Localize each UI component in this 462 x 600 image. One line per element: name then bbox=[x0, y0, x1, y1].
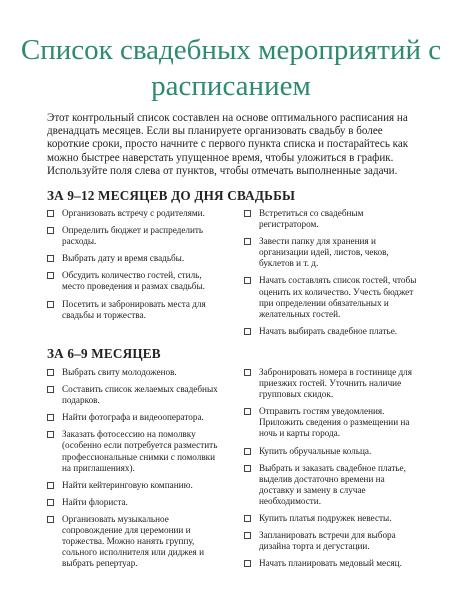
checkbox[interactable] bbox=[47, 301, 54, 308]
intro-paragraph: Этот контрольный список составлен на основе оптимального расписания на двенадцать месяцев. Если вы планируете организовать свадьбу в более короткие сроки, просто начните с первого пункта списка и постарайтесь как можно быстрее наверстать упущенное время, чтобы уложиться в график. Используйте поля слева от пунктов, чтобы отмечать выполненные задачи. bbox=[47, 112, 409, 177]
checklist-item-text: Выбрать и заказать свадебное платье, выделив достаточно времени на доставку и замену в случае необходимости. bbox=[259, 462, 406, 506]
checklist-item bbox=[47, 480, 222, 491]
checklist-item bbox=[244, 326, 419, 337]
checklist-item-text: Купить платья подружек невесты. bbox=[259, 513, 392, 524]
checkbox[interactable] bbox=[47, 431, 54, 438]
checklist-item bbox=[244, 558, 419, 569]
checkbox[interactable] bbox=[244, 560, 251, 567]
checklist-item-text: Найти фотографа и видеооператора. bbox=[62, 412, 204, 423]
checklist-item-text: Завести папку для хранения и организации идей, листов, чеков, буклетов и т. д. bbox=[259, 236, 389, 269]
checklist-item-text: Посетить и забронировать места для свадьбы и торжества. bbox=[62, 298, 206, 320]
checkbox[interactable] bbox=[47, 386, 54, 393]
checklist-item bbox=[47, 412, 222, 423]
checkbox[interactable] bbox=[244, 328, 251, 335]
checkbox[interactable] bbox=[47, 369, 54, 376]
checklist-item bbox=[244, 530, 419, 552]
section-1-left-column bbox=[47, 208, 222, 321]
checkbox[interactable] bbox=[47, 227, 54, 234]
checkbox[interactable] bbox=[47, 272, 54, 279]
checkbox[interactable] bbox=[244, 465, 251, 472]
checkbox[interactable] bbox=[47, 516, 54, 523]
checklist-item bbox=[244, 367, 419, 400]
checkbox[interactable] bbox=[244, 238, 251, 245]
checkbox[interactable] bbox=[244, 448, 251, 455]
checkbox[interactable] bbox=[244, 369, 251, 376]
checklist-item-text: Встретиться со свадебным регистратором. bbox=[259, 208, 364, 230]
checklist-item bbox=[47, 208, 222, 219]
page-title: Список свадебных мероприятий с расписанием bbox=[20, 34, 442, 102]
checkbox[interactable] bbox=[244, 515, 251, 522]
checklist-item bbox=[47, 225, 222, 247]
checklist-item-text: Найти флориста. bbox=[62, 496, 128, 507]
checkbox[interactable] bbox=[244, 210, 251, 217]
checklist-item-text: Выбрать свиту молодоженов. bbox=[62, 367, 177, 377]
checklist-item-text: Найти кейтеринговую компанию. bbox=[62, 479, 193, 490]
checklist-item bbox=[244, 208, 419, 230]
checklist-item-text: Начать составлять список гостей, чтобы оценить их количество. Учесть бюджет при определении обязательных и желательных гостей. bbox=[259, 275, 417, 319]
checkbox[interactable] bbox=[47, 414, 54, 421]
checklist-item-text: Составить список желаемых свадебных подарков. bbox=[62, 384, 218, 406]
section-2-right-column bbox=[244, 367, 419, 569]
checklist-item bbox=[47, 514, 222, 569]
checklist-item-text: Заказать фотосессию на помолвку (особенно если потребуется разместить профессиональные снимки с помолвки на приглашениях). bbox=[62, 429, 218, 473]
checklist-item bbox=[244, 406, 419, 439]
checklist-item bbox=[47, 367, 222, 378]
checkbox[interactable] bbox=[244, 408, 251, 415]
checklist-item-text: Начать выбирать свадебное платье. bbox=[259, 325, 398, 336]
section-heading-9-12-months: ЗА 9–12 МЕСЯЦЕВ ДО ДНЯ СВАДЬБЫ bbox=[47, 188, 296, 203]
checklist-item bbox=[47, 429, 222, 473]
checkbox[interactable] bbox=[47, 482, 54, 489]
checklist-item bbox=[47, 299, 222, 321]
checkbox[interactable] bbox=[47, 210, 54, 217]
section-2-left-column bbox=[47, 367, 222, 569]
checklist-item bbox=[47, 253, 222, 264]
checklist-item-text: Забронировать номера в гостинице для приезжих гостей. Уточнить наличие групповых скидок. bbox=[259, 367, 412, 400]
checklist-item-text: Организовать музыкальное сопровождение для церемонии и торжества. Можно нанять группу, сольного исполнителя или диджея и выбрать репертуар. bbox=[62, 513, 204, 569]
checklist-item-text: Обсудить количество гостей, стиль, место проведения и размах свадьбы. bbox=[62, 270, 205, 292]
checklist-item-text: Начать планировать медовый месяц. bbox=[259, 558, 402, 569]
checklist-item-text: Выбрать дату и время свадьбы. bbox=[62, 253, 185, 264]
checkbox[interactable] bbox=[244, 277, 251, 284]
checklist-item bbox=[244, 236, 419, 269]
checklist-item-text: Купить обручальные кольца. bbox=[259, 445, 372, 456]
checklist-item-text: Запланировать встречи для выбора дизайна торта и дегустации. bbox=[259, 530, 396, 552]
checkbox[interactable] bbox=[244, 532, 251, 539]
checklist-item bbox=[47, 270, 222, 292]
checklist-item bbox=[244, 513, 419, 524]
section-heading-6-9-months: ЗА 6–9 МЕСЯЦЕВ bbox=[47, 346, 161, 361]
checklist-item-text: Отправить гостям уведомления. Приложить сведения о размещении на ночь и карты города. bbox=[259, 406, 410, 439]
checklist-item bbox=[244, 463, 419, 507]
checkbox[interactable] bbox=[47, 499, 54, 506]
checklist-item bbox=[244, 275, 419, 319]
checklist-item-text: Определить бюджет и распределить расходы. bbox=[62, 225, 204, 247]
checklist-item-text: Организовать встречу с родителями. bbox=[62, 208, 205, 218]
checklist-item bbox=[47, 497, 222, 508]
section-1-right-column bbox=[244, 208, 419, 337]
checkbox[interactable] bbox=[47, 255, 54, 262]
checklist-item bbox=[47, 384, 222, 406]
checklist-item bbox=[244, 446, 419, 457]
